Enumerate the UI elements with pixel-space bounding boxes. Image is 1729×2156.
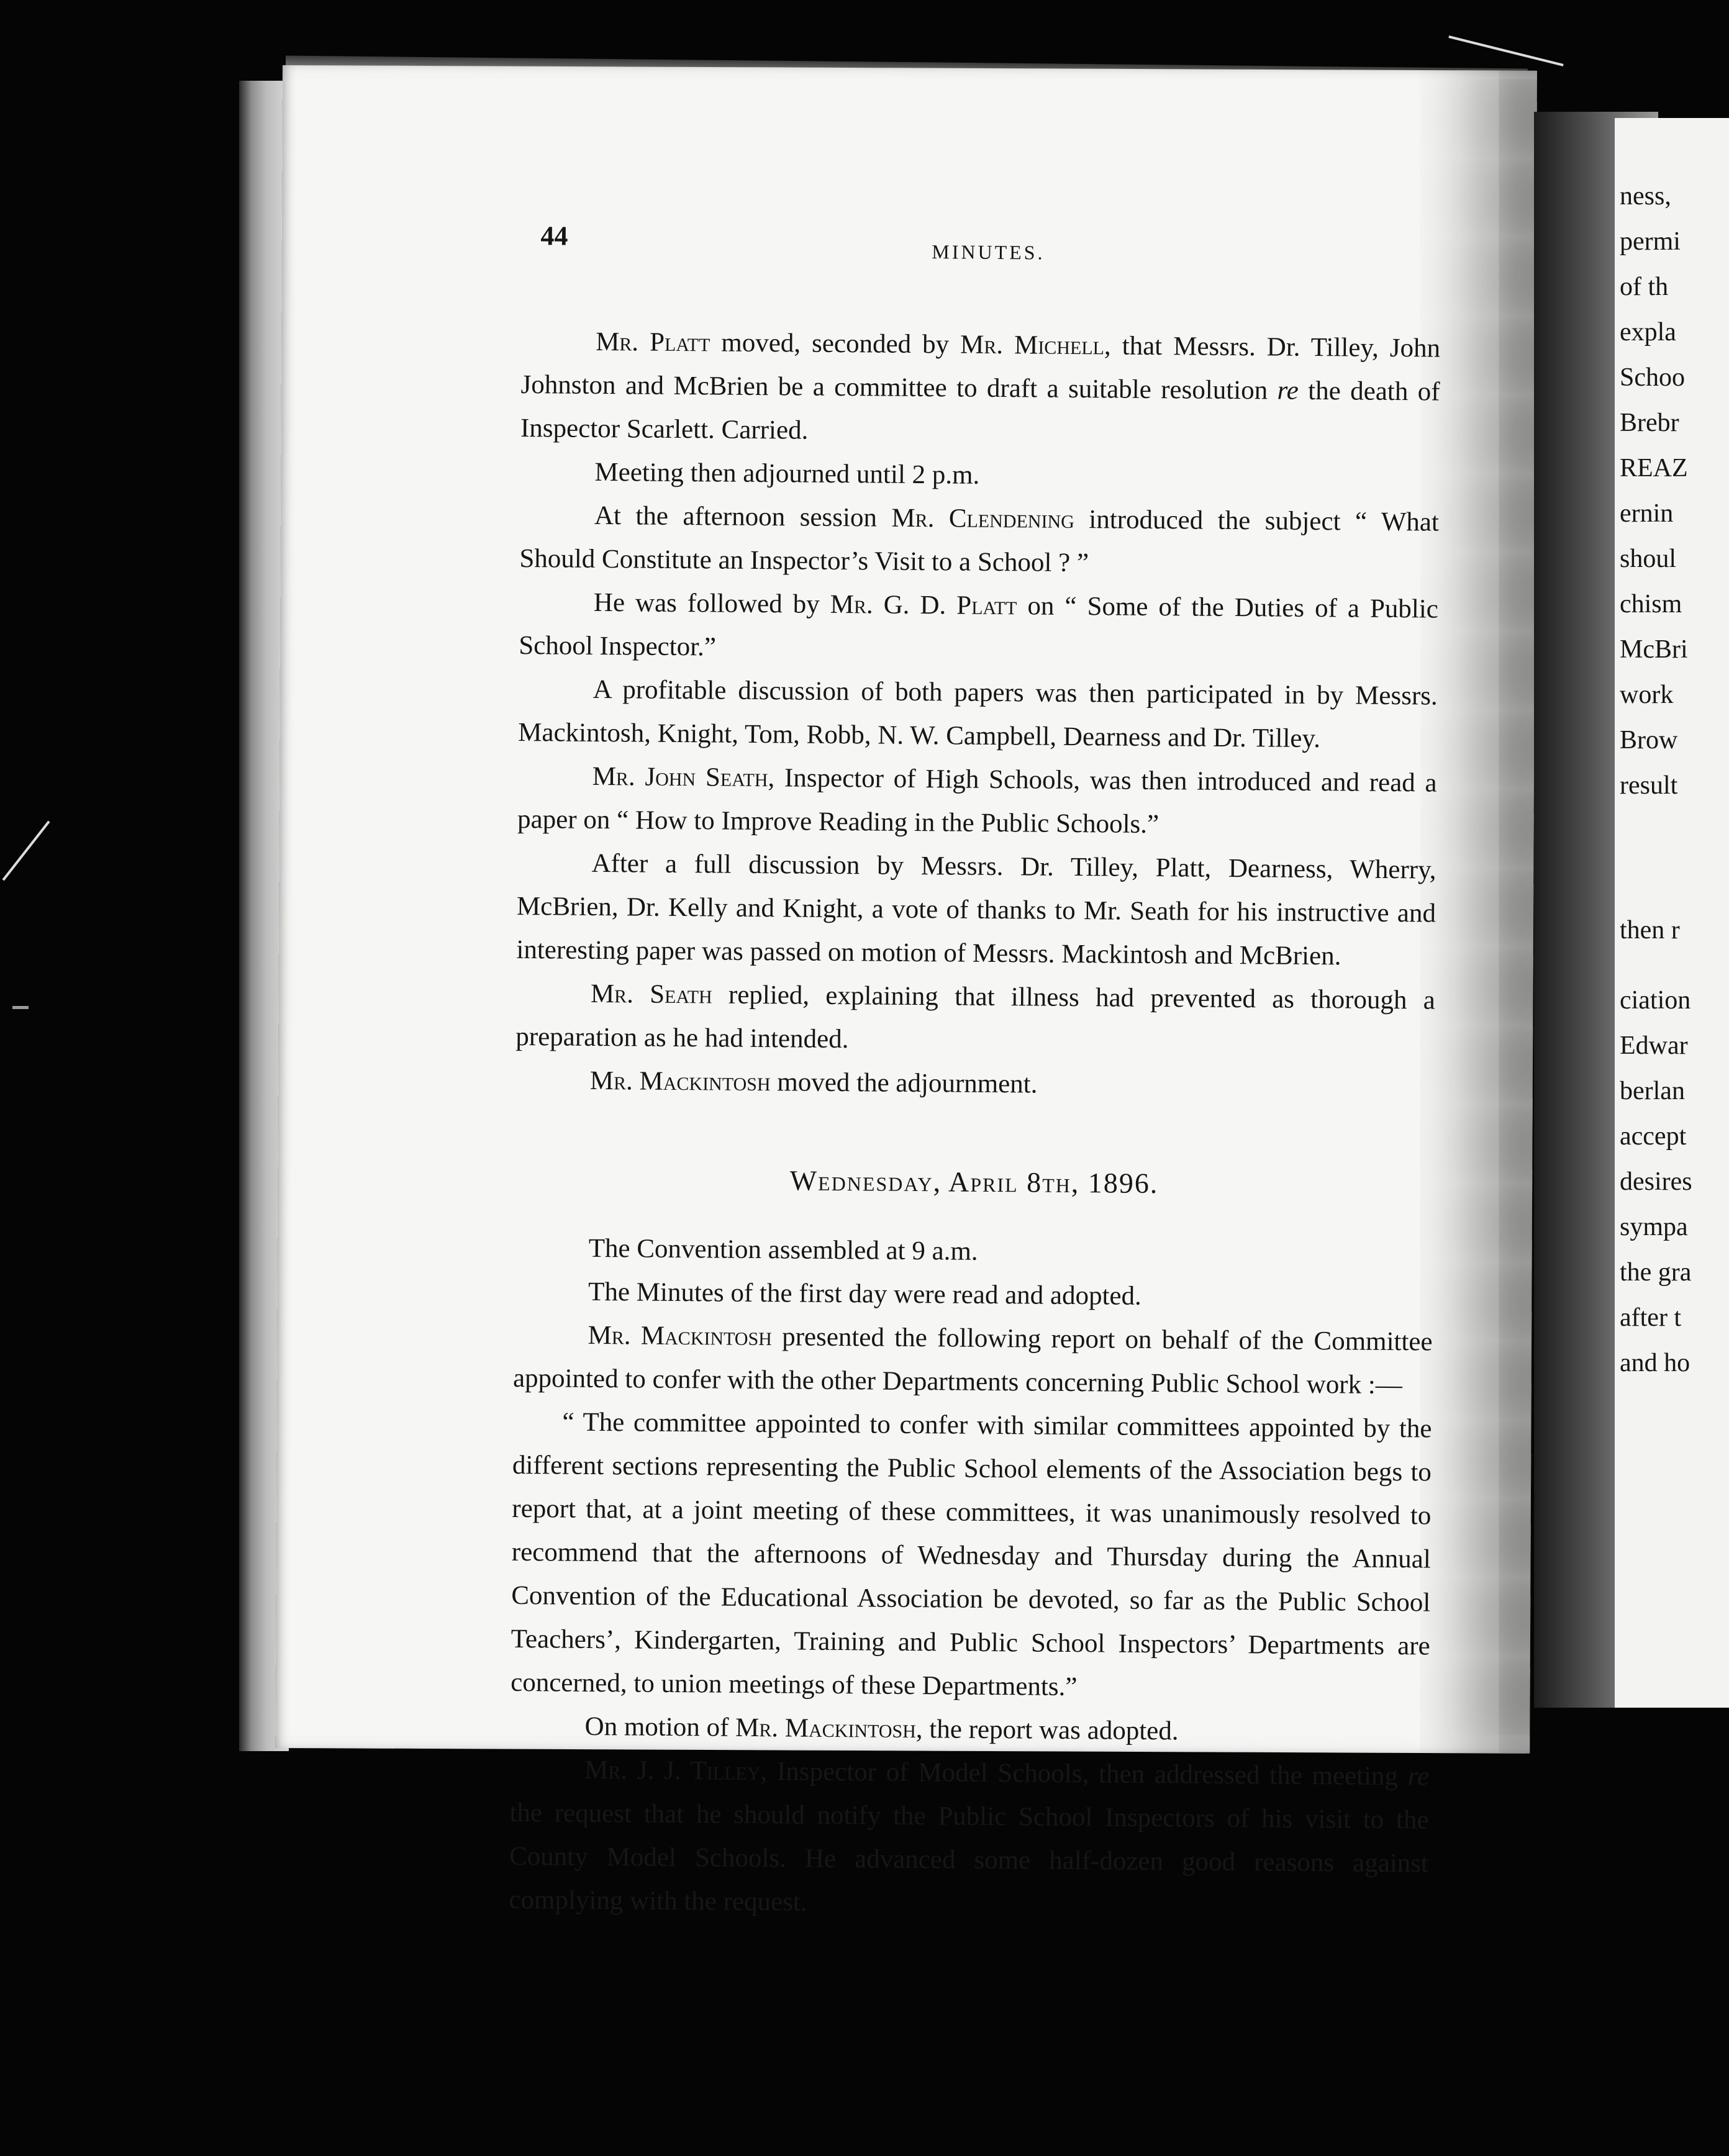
paragraph: After a full discussion by Messrs. Dr. Tilley, Platt, Dearness, Wherry, McBrien, Dr. Kelly and Knight, a vote of thanks to Mr. Seath for his instructive and interesting paper was passed on motion of Messrs. Mackintosh and McBrien. [516, 848, 1436, 971]
paragraph: Mr. Mackintosh presented the following report on behalf of the Committee appointed to confer with the other Departments concerning Public School work :— [512, 1320, 1433, 1400]
paragraph: The Convention assembled at 9 a.m. [588, 1233, 978, 1266]
right-fragment: ness, [1620, 182, 1671, 211]
right-fragment: and ho [1620, 1349, 1690, 1377]
right-fragment: after t [1620, 1303, 1682, 1332]
right-fragment: then r [1620, 916, 1680, 944]
right-fragment: the gra [1620, 1258, 1692, 1287]
film-scratch [12, 1006, 29, 1009]
film-scratch [2, 820, 50, 881]
right-fragment: expla [1620, 318, 1676, 346]
right-fragment: result [1620, 771, 1678, 800]
right-fragment: McBri [1620, 635, 1688, 664]
paragraph: Mr. John Seath, Inspector of High Schools, was then introduced and read a paper on “ How to Improve Reading in the Public Schools.” [517, 761, 1437, 840]
right-fragment: sympa [1620, 1213, 1688, 1241]
right-fragment: REAZ [1620, 454, 1688, 482]
paragraph: Mr. Platt moved, seconded by Mr. Michell, that Messrs. Dr. Tilley, John Johnston and McBrien be a committee to draft a suitable resolution re the death of Inspector Scarlett. Carried. [520, 327, 1441, 445]
right-fragment: Brebr [1620, 409, 1679, 437]
paragraph: At the afternoon session Mr. Clendening introduced the subject “ What Should Constitute an Inspector’s Visit to a School ? ” [519, 500, 1440, 578]
minutes-text-column [509, 220, 1441, 1929]
right-fragment: accept [1620, 1122, 1687, 1151]
right-fragment: Edwar [1620, 1031, 1688, 1060]
right-fragment: ernin [1620, 499, 1674, 528]
paragraph: Mr. Mackintosh moved the adjournment. [589, 1066, 1038, 1099]
paragraph: He was followed by Mr. G. D. Platt on “ Some of the Duties of a Public School Inspector.” [519, 587, 1439, 662]
right-fragment: of th [1620, 273, 1669, 301]
film-scratch [1448, 35, 1563, 66]
right-fragment: work [1620, 681, 1674, 709]
right-fragment: berlan [1620, 1077, 1685, 1105]
right-fragment: Schoo [1620, 363, 1685, 392]
committee-report-quote: “ The committee appointed to confer with similar committees appointed by the different sections representing the Public School elements of the Association begs to report that, at a joint meeting of these committees, it was unanimously resolved to recommend that the afternoons of Wednesday and Thursday during the Annual Convention of the Educational Association be devoted, so far as the Public School Teachers’, Kindergarten, Training and Public School Inspectors’ Departments are concerned, to union meetings of these Departments.” [511, 1407, 1432, 1702]
paragraph: On motion of Mr. Mackintosh, the report was adopted. [584, 1711, 1179, 1746]
right-fragment: desires [1620, 1167, 1692, 1196]
right-fragment: ciation [1620, 986, 1691, 1015]
page-header [521, 220, 1441, 327]
paragraph: The Minutes of the first day were read and adopted. [588, 1277, 1142, 1311]
right-fragment: shoul [1620, 545, 1677, 573]
right-page [1615, 118, 1729, 1708]
right-page-text-fragments [1620, 174, 1729, 1386]
running-title: MINUTES. [932, 240, 1045, 264]
date-heading: Wednesday, April 8th, 1896. [789, 1164, 1159, 1200]
paragraph: Mr. Seath replied, explaining that illness had prevented as thorough a preparation as he had intended. [515, 979, 1436, 1054]
right-fragment: permi [1620, 227, 1681, 256]
right-fragment: chism [1620, 590, 1682, 618]
paragraph: Meeting then adjourned until 2 p.m. [594, 457, 980, 490]
page-number: 44 [540, 220, 568, 251]
right-fragment: Brow [1620, 726, 1678, 754]
paragraph: Mr. J. J. Tilley, Inspector of Model Schools, then addressed the meeting re the request that he should notify the Public School Inspectors of his visit to the County Model Schools. He advanced some half-dozen good reasons against complying with the request. [509, 1755, 1430, 1917]
paragraph: A profitable discussion of both papers was then participated in by Messrs. Mackintosh, Knight, Tom, Robb, N. W. Campbell, Dearness and Dr. Tilley. [518, 674, 1438, 754]
